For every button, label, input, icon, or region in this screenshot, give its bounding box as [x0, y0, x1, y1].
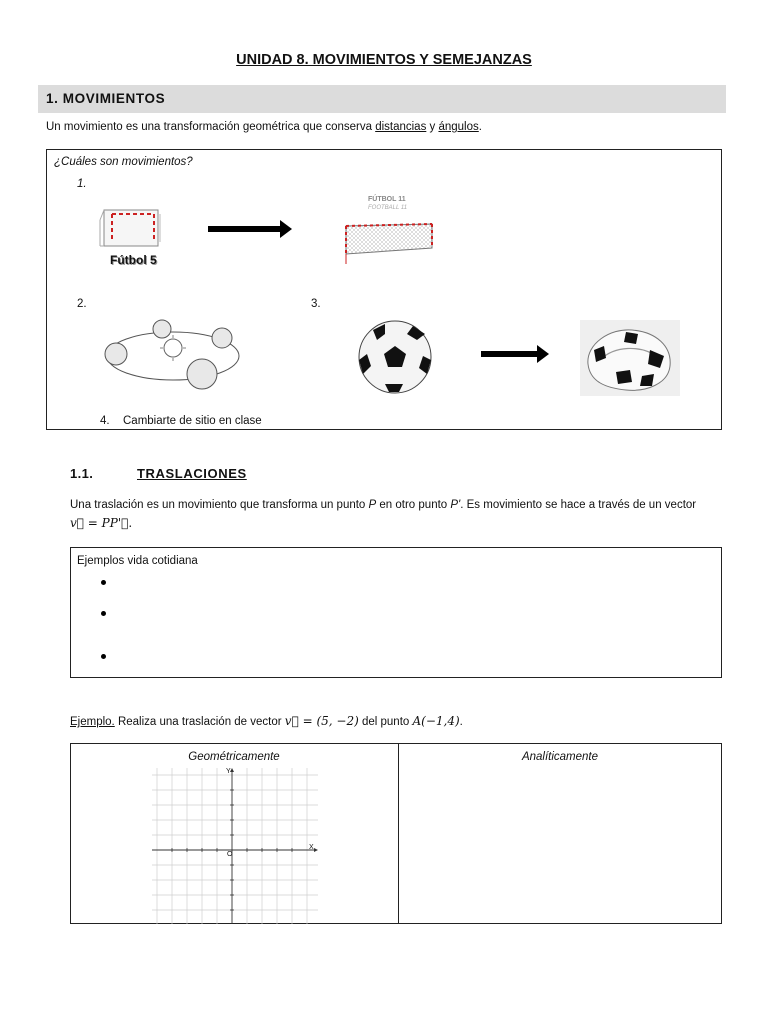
arrow-right-icon [537, 345, 549, 363]
football11-label: FOOTBALL 11 [368, 205, 408, 211]
soccer-ball-image [355, 320, 435, 395]
col-analiticamente: Analíticamente [521, 751, 599, 763]
ejemplos-title: Ejemplos vida cotidiana [77, 555, 198, 567]
bullet-2 [101, 611, 106, 616]
coordinate-grid [152, 768, 318, 924]
item-4-text: Cambiarte de sitio en clase [123, 415, 262, 427]
axis-x-label: X [309, 844, 314, 851]
table-divider [398, 743, 399, 924]
section-heading-bar [38, 85, 726, 113]
origin-label: O [227, 851, 233, 858]
item-4-number: 4. [100, 415, 110, 427]
term-distancias: distancias [375, 121, 427, 133]
subsection-heading: TRASLACIONES [137, 466, 247, 481]
item-3-number: 3. [311, 298, 321, 310]
section-heading: 1. MOVIMIENTOS [46, 91, 166, 106]
example-label: Ejemplo. [70, 716, 115, 728]
futbol5-label: Fútbol 5 [110, 253, 157, 267]
example-line: Ejemplo. Realiza una traslación de vector v⃗ = (5, −2) del punto A(−1,4). [70, 714, 463, 728]
futbol11-goal-image [334, 214, 440, 270]
axis-y-label: Y [226, 768, 231, 775]
arrow-shaft-2 [481, 351, 537, 357]
deflated-ball-image [580, 320, 680, 396]
subsection-number: 1.1. [70, 466, 94, 481]
vector-definition: v⃗ = PP'⃗. [70, 516, 133, 530]
traslacion-definition: Una traslación es un movimiento que transforma un punto P en otro punto P'. Es movimiento se hace a través de un vector [70, 499, 697, 511]
term-angulos: ángulos [438, 121, 479, 133]
arrow-right-icon [280, 220, 292, 238]
page-title: UNIDAD 8. MOVIMIENTOS Y SEMEJANZAS [236, 52, 532, 68]
item-2-number: 2. [77, 298, 87, 310]
item-1-number: 1. [77, 178, 87, 190]
earth-orbit-diagram [98, 312, 248, 402]
bullet-3 [101, 654, 106, 659]
question-text: ¿Cuáles son movimientos? [54, 156, 193, 168]
bullet-1 [101, 580, 106, 585]
col-geometricamente: Geométricamente [188, 751, 280, 763]
intro-paragraph: Un movimiento es una transformación geométrica que conserva distancias y ángulos. [46, 121, 482, 133]
arrow-shaft-1 [208, 226, 280, 232]
futbol11-label: FÚTBOL 11 [368, 196, 406, 203]
